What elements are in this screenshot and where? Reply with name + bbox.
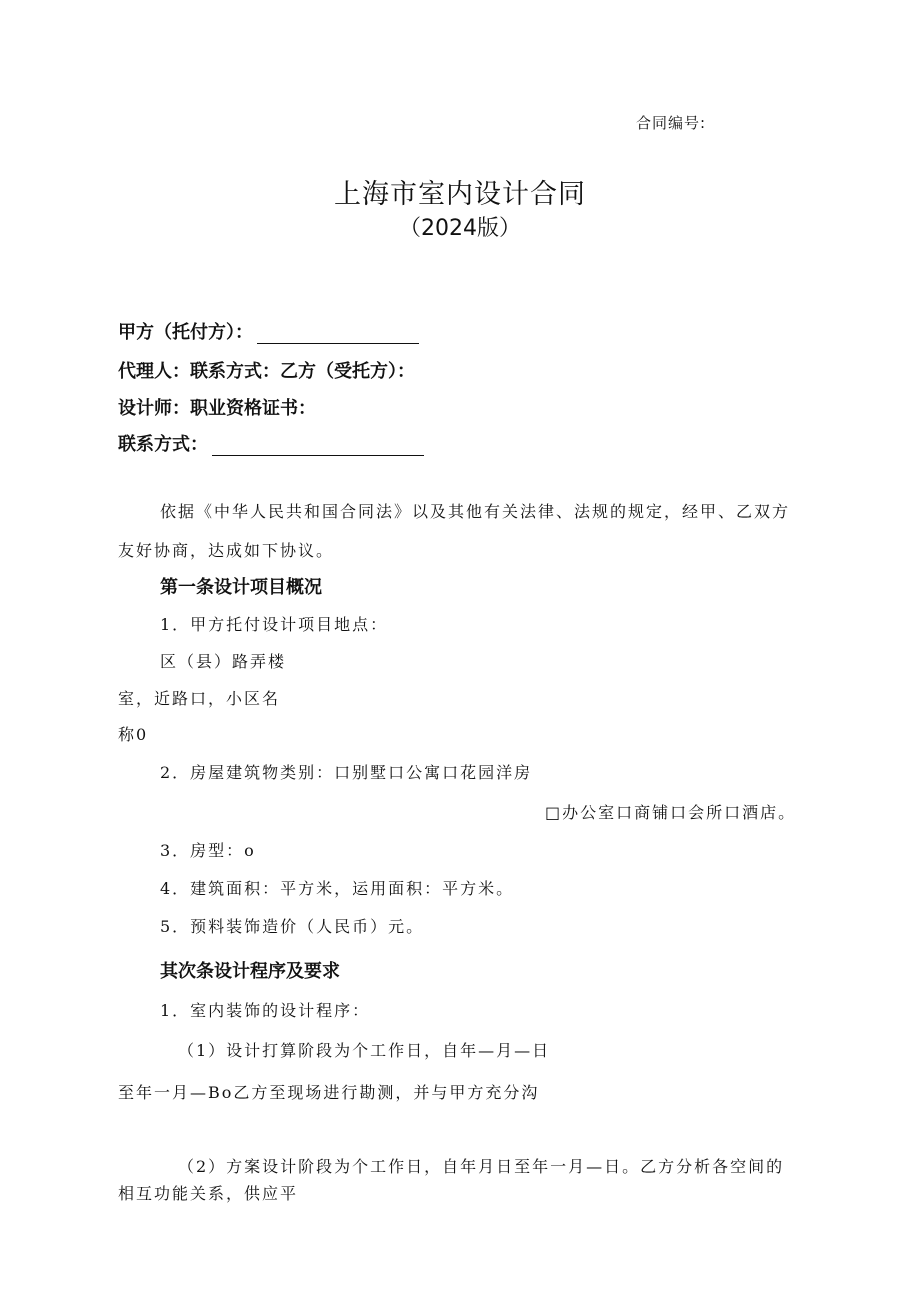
intro-paragraph-line2: 友好协商，达成如下协议。 (118, 541, 335, 560)
article1-item5: 5．预料装饰造价（人民币）元。 (160, 917, 425, 936)
article1-item1-line2: 区（县）路弄楼 (160, 652, 287, 671)
party-a-label: 甲方（托付方）： (118, 322, 253, 343)
article1-item1-line3: 室，近路口，小区名 (118, 689, 281, 708)
article1-item1-line1: 1．甲方托付设计项目地点： (160, 615, 389, 634)
article1-heading: 第一条设计项目概况 (160, 577, 322, 598)
agent-contact-party-b-line: 代理人：联系方式：乙方（受托方）： (118, 361, 415, 382)
designer-qualification-line: 设计师：职业资格证书： (118, 398, 316, 419)
document-title: 上海市室内设计合同 (334, 179, 586, 210)
article1-item3: 3．房型：o (160, 841, 256, 860)
article2-sub1-line2: 至年一月—Bo乙方至现场进行勘测，并与甲方充分沟 (118, 1083, 540, 1102)
contact-line (118, 430, 424, 456)
article2-sub2-line2: 相互功能关系，供应平 (118, 1184, 299, 1203)
document-edition: （2024版） (399, 216, 521, 241)
intro-paragraph-line1: 依据《中华人民共和国合同法》以及其他有关法律、法规的规定，经甲、乙双方 (160, 502, 791, 521)
article1-item2-line1: 2．房屋建筑物类别：口别墅口公寓口花园洋房 (160, 763, 533, 782)
party-a-blank (257, 325, 419, 344)
article2-sub1-line1: （1）设计打算阶段为个工作日，自年—月—日 (178, 1041, 551, 1060)
article1-item4: 4．建筑面积：平方米，运用面积：平方米。 (160, 879, 515, 898)
article2-heading: 其次条设计程序及要求 (160, 961, 340, 982)
article2-item1: 1．室内装饰的设计程序： (160, 1001, 371, 1020)
article1-item2-line2: □办公室口商铺口会所口酒店。 (545, 803, 797, 822)
contract-number-label: 合同编号: (636, 114, 707, 132)
article1-item1-line4: 称0 (118, 725, 149, 744)
contact-label: 联系方式： (118, 434, 208, 455)
party-a-line (118, 318, 419, 344)
contact-blank (212, 437, 424, 456)
article2-sub2-line1: （2）方案设计阶段为个工作日，自年月日至年一月—日。乙方分析各空间的 (178, 1157, 785, 1176)
